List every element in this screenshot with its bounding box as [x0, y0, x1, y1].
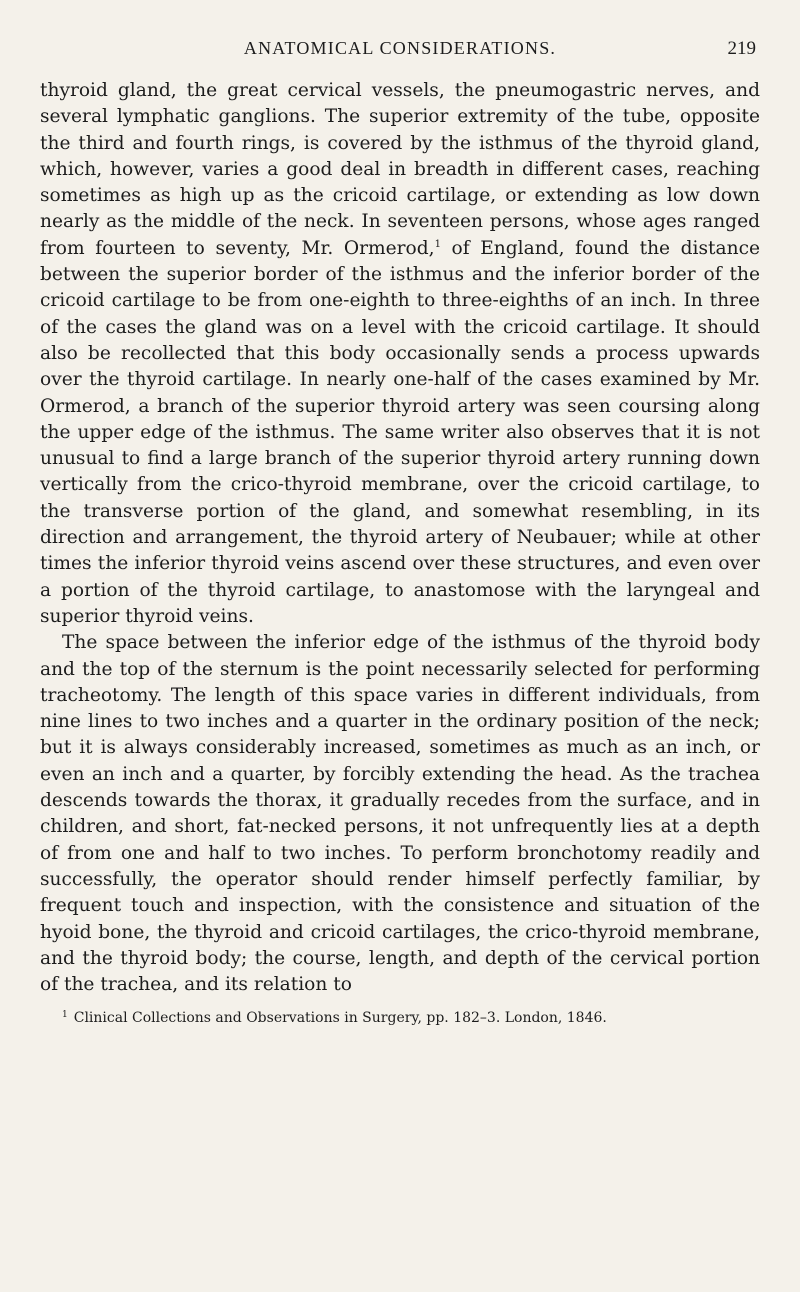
running-head: [40, 38, 760, 78]
paragraph-text-before-footnote-ref: thyroid gland, the great cervical vessels, the pneumogastric nerves, and several lymphatic ganglions. The superior extremity of the tube, opposite the third and fourth rings, is covered by the isthmus of the thyroid gland, which, however, varies a good deal in breadth in different cases, reaching sometimes as high up as the cricoid cartilage, or extending as low down nearly as the middle of the neck. In seventeen persons, whose ages ranged from fourteen to seventy, Mr. Ormerod,: [40, 80, 760, 259]
paragraph-tracheotomy: The space between the inferior edge of the isthmus of the thyroid body and the top of the sternum is the point necessarily selected for performing tracheotomy. The length of this space varies in different individuals, from nine lines to two inches and a quarter in the ordinary position of the neck; but it is always considerably increased, sometimes as much as an inch, or even an inch and a quarter, by forcibly extending the head. As the trachea descends towards the thorax, it gradually recedes from the surface, and in children, and short, fat-necked persons, it not unfrequently lies at a depth of from one and half to two inches. To perform bronchotomy readily and successfully, the operator should render himself perfectly familiar, by frequent touch and inspection, with the consistence and situation of the hyoid bone, the thyroid and cricoid cartilages, the crico-thyroid membrane, and the thyroid body; the course, length, and depth of the cervical portion of the trachea, and its relation to: [40, 632, 760, 996]
paragraph-text-after-footnote-ref: of England, found the distance between the superior border of the isthmus and the inferior border of the cricoid cartilage to be from one-eighth to three-eighths of an inch. In three of the cases the gland was on a level with the cricoid cartilage. It should also be recollected that this body occasionally sends a process upwards over the thyroid cartilage. In nearly one-half of the cases examined by Mr. Ormerod, a branch of the superior thyroid artery was seen coursing along the upper edge of the isthmus. The same writer also observes that it is not unusual to find a large branch of the superior thyroid artery running down vertically from the crico-thyroid membrane, over the cricoid cartilage, to the transverse portion of the gland, and somewhat resembling, in its direction and arrangement, the thyroid artery of Neubauer; while at other times the inferior thyroid veins ascend over these structures, and even over a portion of the thyroid cartilage, to anastomose with the laryngeal and superior thyroid veins.: [40, 237, 760, 627]
running-title: ANATOMICAL CONSIDERATIONS.: [243, 38, 557, 58]
footnote-text: Clinical Collections and Observations in Surgery, pp. 182–3. London, 1846.: [73, 1010, 607, 1027]
body-text: [40, 78, 760, 998]
footnote-mark: 1: [62, 1009, 68, 1020]
paragraph-continued: [40, 78, 760, 630]
page-number: 219: [727, 38, 756, 59]
book-page: [40, 38, 760, 1028]
footnote: [40, 1008, 760, 1028]
footnote-reference-mark: 1: [434, 238, 441, 250]
